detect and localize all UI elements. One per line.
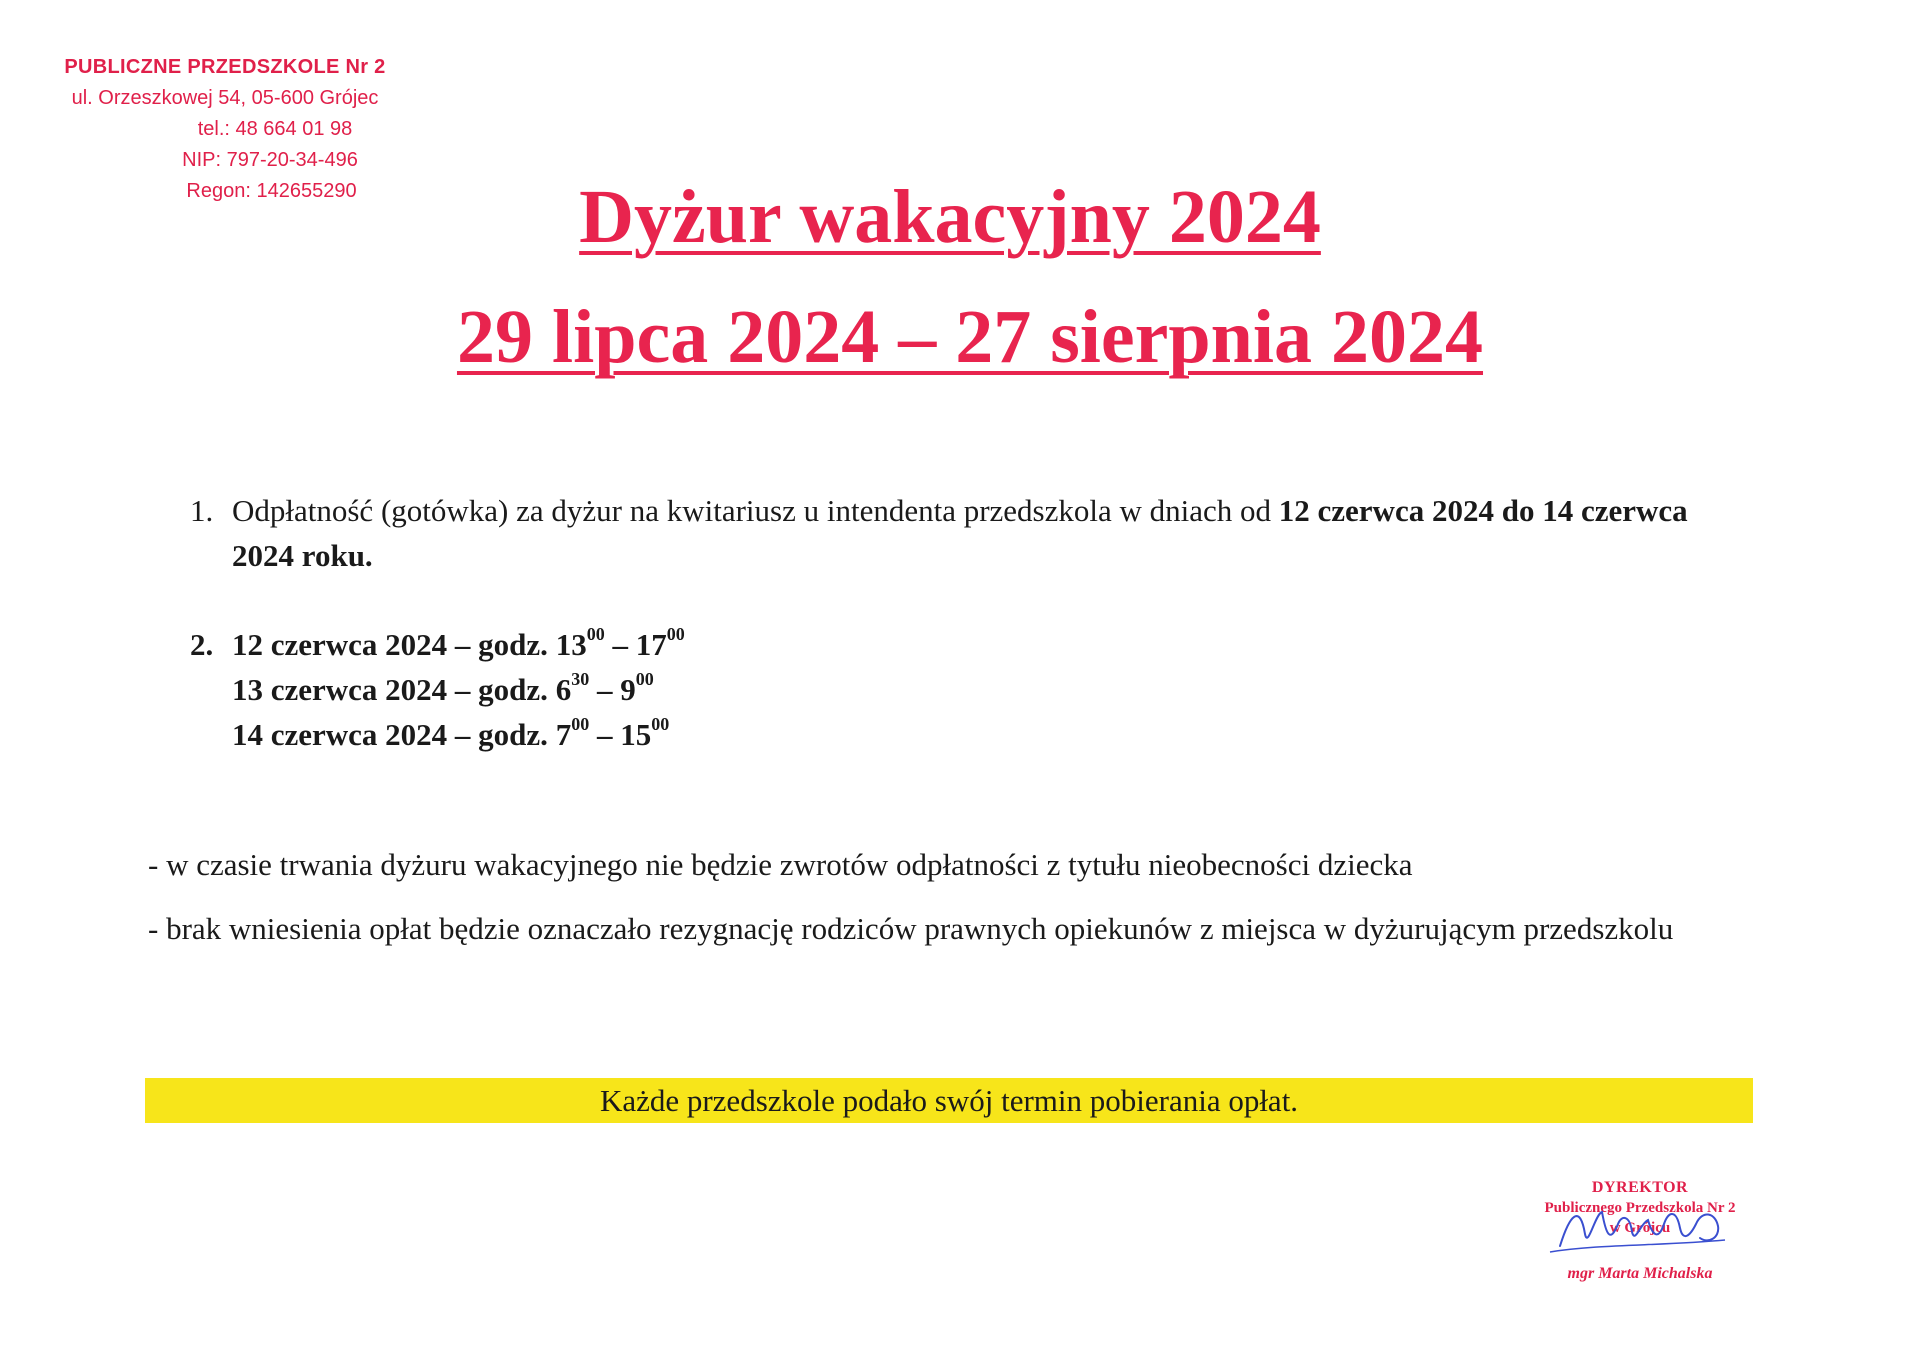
time-from-minute: 30: [571, 668, 590, 689]
note-resignation: - brak wniesienia opłat będzie oznaczało rezygnację rodziców prawnych opiekunów z miejsca w dyżurującym przedszkolu: [148, 911, 1674, 946]
schedule-line: [232, 667, 1090, 712]
item-number: 2.: [190, 627, 214, 662]
handwritten-signature-icon: [1540, 1194, 1740, 1264]
signature-org-line-1: Publicznego Przedszkola Nr 2: [1544, 1200, 1736, 1216]
time-to-minute: 00: [651, 713, 670, 734]
schedule-list: [232, 622, 1090, 757]
time-to-hour: 15: [620, 717, 652, 752]
highlight-notice: Każde przedszkole podało swój termin pobierania opłat.: [145, 1078, 1753, 1123]
stamp-tel: tel.: 48 664 01 98: [197, 118, 353, 140]
stamp-address: ul. Orzeszkowej 54, 05-600 Grójec: [71, 87, 379, 109]
list-item-payment: [190, 488, 1750, 578]
time-separator: –: [589, 672, 621, 707]
title-line-1: Dyżur wakacyjny 2024: [579, 175, 1321, 259]
time-from-hour: 13: [555, 627, 587, 662]
date-range-title: [10, 292, 1920, 382]
signature-name: mgr Marta Michalska: [1567, 1265, 1713, 1282]
time-from-minute: 00: [586, 623, 605, 644]
stamp-regon: Regon: 142655290: [186, 180, 357, 202]
stamp-nip: NIP: 797-20-34-496: [182, 149, 358, 171]
time-to-minute: 00: [666, 623, 685, 644]
list-item-schedule: [190, 622, 1090, 757]
schedule-line: [232, 712, 1090, 757]
title-line-2: 29 lipca 2024 – 27 sierpnia 2024: [456, 295, 1484, 379]
director-signature-stamp: [1520, 1178, 1760, 1284]
time-separator: –: [604, 627, 636, 662]
note-no-refunds: - w czasie trwania dyżuru wakacyjnego nie będzie zwrotów odpłatności z tytułu nieobecności dziecka: [148, 847, 1413, 882]
time-from-hour: 6: [555, 672, 572, 707]
item-text: Odpłatność (gotówka) za dyżur na kwitariusz u intendenta przedszkola w dniach od: [232, 493, 1279, 528]
time-to-hour: 9: [620, 672, 636, 707]
time-from-hour: 7: [555, 717, 572, 752]
signature-org-line-2: w Grójcu: [1609, 1220, 1671, 1236]
schedule-date: 14 czerwca 2024 – godz.: [232, 717, 556, 752]
schedule-date: 12 czerwca 2024 – godz.: [232, 627, 556, 662]
time-separator: –: [589, 717, 621, 752]
item-number: 1.: [190, 493, 214, 528]
schedule-line: [232, 622, 1090, 667]
item-body: [232, 488, 1750, 578]
time-from-minute: 00: [571, 713, 590, 734]
page-title: [0, 172, 1910, 262]
schedule-date: 13 czerwca 2024 – godz.: [232, 672, 556, 707]
signature-title: DYREKTOR: [1591, 1179, 1689, 1196]
time-to-minute: 00: [635, 668, 654, 689]
stamp-name: PUBLICZNE PRZEDSZKOLE Nr 2: [64, 56, 386, 78]
item-bold-dates: 12 czerwca 2024 do 14 czerwca 2024 roku.: [232, 493, 1688, 573]
time-to-hour: 17: [635, 627, 667, 662]
